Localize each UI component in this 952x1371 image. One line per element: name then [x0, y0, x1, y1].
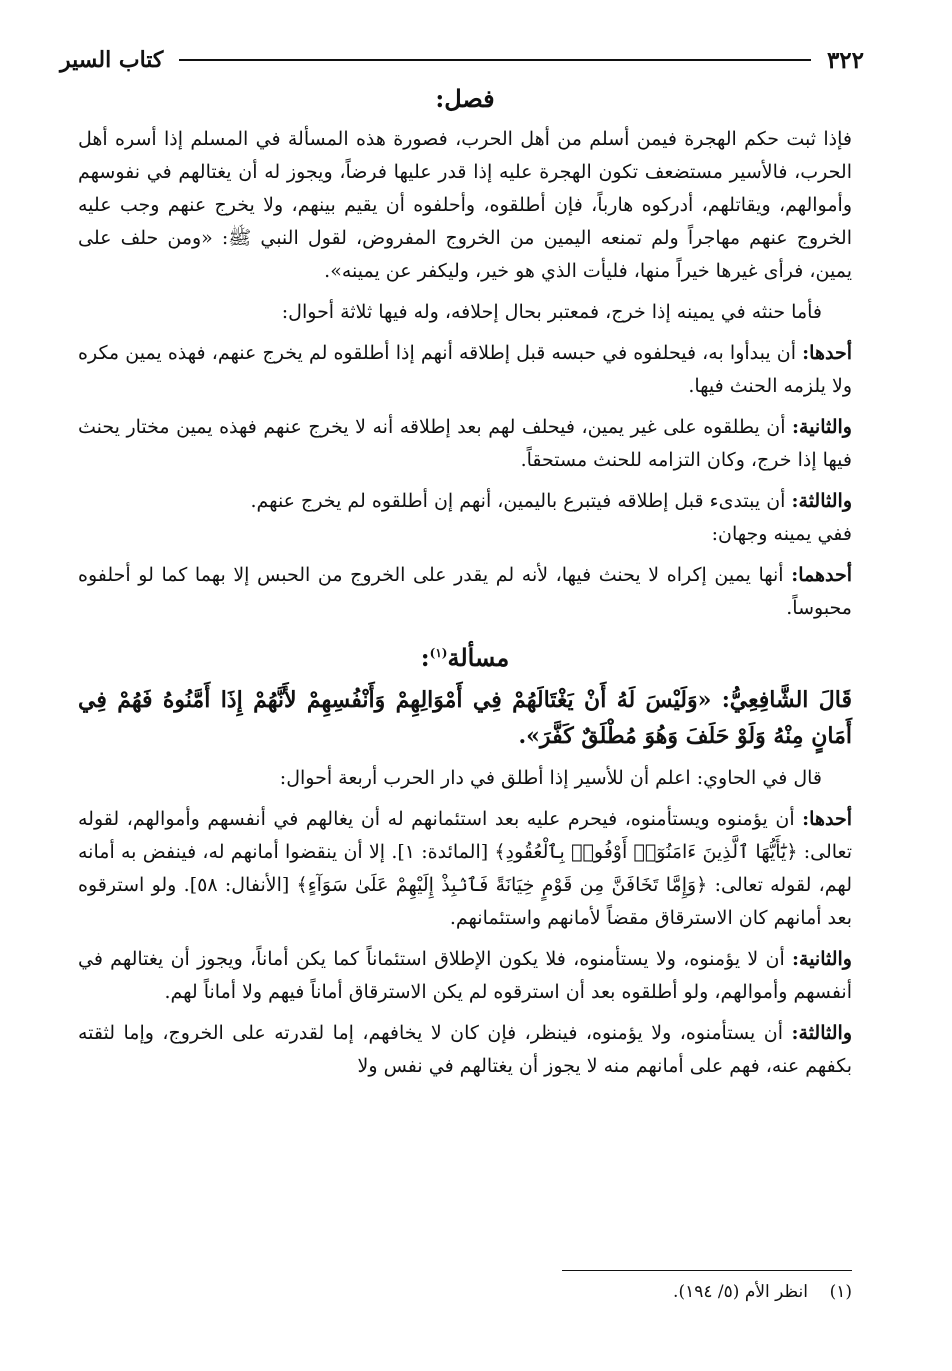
- item-text: أن لا يؤمنوه، ولا يستأمنوه، فلا يكون الإطلاق استئماناً كما يكن أماناً، ويجوز أن يغتالهم في أنفسهم وأموالهم، ولو أطلقوه بعد أن استرقوه لم يكن الاسترقاق أماناً فيهم ولا أماناً لهم.: [78, 948, 852, 1003]
- paragraph: فإذا ثبت حكم الهجرة فيمن أسلم من أهل الحرب، فصورة هذه المسألة في المسلم إذا أسره أهل الحرب، فالأسير مستضعف تكون الهجرة عليه إذا قدر عليها فرضاً، ويجوز له أن يغتالهم في نفوسهم وأموالهم، ويقاتلهم، أدركوه هارباً، فإن أطلقوه، وأحلفوه أن يقيم بينهم، ولا يخرج عنهم وجب عليه الخروج عنهم مهاجراً ولم تمنعه اليمين من الخروج المفروض، لقول النبي ﷺ: «ومن حلف على يمين، فرأى غيرها خيراً منها، فليأت الذي هو خير، وليكفر عن يمينه».: [78, 128, 852, 282]
- paragraph: [78, 1017, 852, 1083]
- footnote-text: انظر الأم (٥/ ١٩٤).: [673, 1282, 808, 1302]
- item-text: أن يطلقوه على غير يمين، فيحلف لهم بعد إطلاقه أنه لا يخرج عنهم فهذه يمين مختار يحنث فيها إذا خرج، وكان التزامه للحنث مستحقاً.: [78, 416, 852, 471]
- item-text: أن يؤمنوه ويستأمنوه، فيحرم عليه بعد استئمانهم له أن يغالهم في أنفسهم وأموالهم، لقوله تعالى: ﴿يَٰٓأَيُّهَا ٱلَّذِينَ ءَامَنُوٓا۟ أَوْفُوا۟ بِٱلْعُقُودِ﴾ [المائدة: ١]. إلا أن ينقضوا أمانهم له، فينفض به أمانه لهم، لقوله تعالى: ﴿وَإِمَّا تَخَافَنَّ مِن قَوْمٍ خِيَانَةً فَٱنۢبِذْ إِلَيْهِمْ عَلَىٰ سَوَآءٍ﴾ [الأنفال: ٥٨]. ولو استرقوه بعد أمانهم كان الاسترقاق مقضاً لأمانهم واستئمانهم.: [78, 808, 852, 929]
- shafii-quote: قَالَ الشَّافِعِيُّ: «وَلَيْسَ لَهُ أَنْ يَغْتَالَهُمْ فِي أَمْوَالِهِمْ وَأَنْفُسِهِمْ لأَنَّهُمْ إِذَا أَمَّنُوهُ فَهُمْ فِي أَمَانٍ مِنْهُ وَلَوْ حَلَفَ وَهُوَ مُطْلَقٌ كَفَّرَ».: [78, 687, 852, 749]
- item-label: أحدها:: [802, 808, 852, 830]
- paragraph: [78, 411, 852, 477]
- page-number: ٣٢٢: [826, 46, 864, 74]
- heading-colon: :: [420, 643, 430, 672]
- footnote-number: (١): [829, 1282, 852, 1302]
- heading-text: مسألة: [447, 643, 510, 672]
- paragraph: ففي يمينه وجهان:: [711, 523, 852, 545]
- section-heading-fasl: فصل:: [435, 84, 495, 113]
- paragraph: [78, 337, 852, 403]
- page-header: [60, 40, 864, 80]
- item-label: والثالثة:: [791, 1022, 852, 1044]
- section-heading-masala: [78, 643, 852, 672]
- footnote-ref: (١): [429, 646, 448, 660]
- item-label: والثانية:: [792, 948, 852, 970]
- item-text: أن يستأمنوه، ولا يؤمنوه، فينظر، فإن كان لا يخافهم، إما لقدرته على الخروج، وإما لثقته بكفهم عنه، فهم على أمانهم منه لا يجوز أن يغتالهم في نفس ولا: [78, 1022, 852, 1077]
- paragraph: قال في الحاوي: اعلم أن للأسير إذا أطلق في دار الحرب أربعة أحوال:: [279, 767, 822, 789]
- item-label: أحدها:: [802, 342, 852, 364]
- footnote-separator: [562, 1270, 852, 1271]
- header-rule: [179, 59, 811, 61]
- item-text: أنها يمين إكراه لا يحنث فيها، لأنه لم يقدر على الخروج من الحبس إلا بهما كما لو أحلفوه محبوساً.: [78, 564, 852, 619]
- item-label: أحدهما:: [791, 564, 852, 586]
- paragraph: فأما حنثه في يمينه إذا خرج، فمعتبر بحال إحلافه، وله فيها ثلاثة أحوال:: [281, 301, 822, 323]
- paragraph: [78, 803, 852, 935]
- footnote: [673, 1282, 852, 1302]
- item-label: والثانية:: [792, 416, 852, 438]
- page-body: [78, 84, 852, 1083]
- paragraph: [78, 943, 852, 1009]
- book-title: كتاب السير: [60, 47, 164, 73]
- paragraph: [78, 559, 852, 625]
- paragraph: [78, 485, 852, 518]
- item-text: أن يبتدىء قبل إطلاقه فيتبرع باليمين، أنهم إن أطلقوه لم يخرج عنهم.: [250, 490, 786, 512]
- item-text: أن يبدأوا به، فيحلفوه في حبسه قبل إطلاقه أنهم إذا أطلقوه لم يخرج عنهم، فهذه يمين مكره ولا يلزمه الحنث فيها.: [78, 342, 852, 397]
- item-label: والثالثة:: [791, 490, 852, 512]
